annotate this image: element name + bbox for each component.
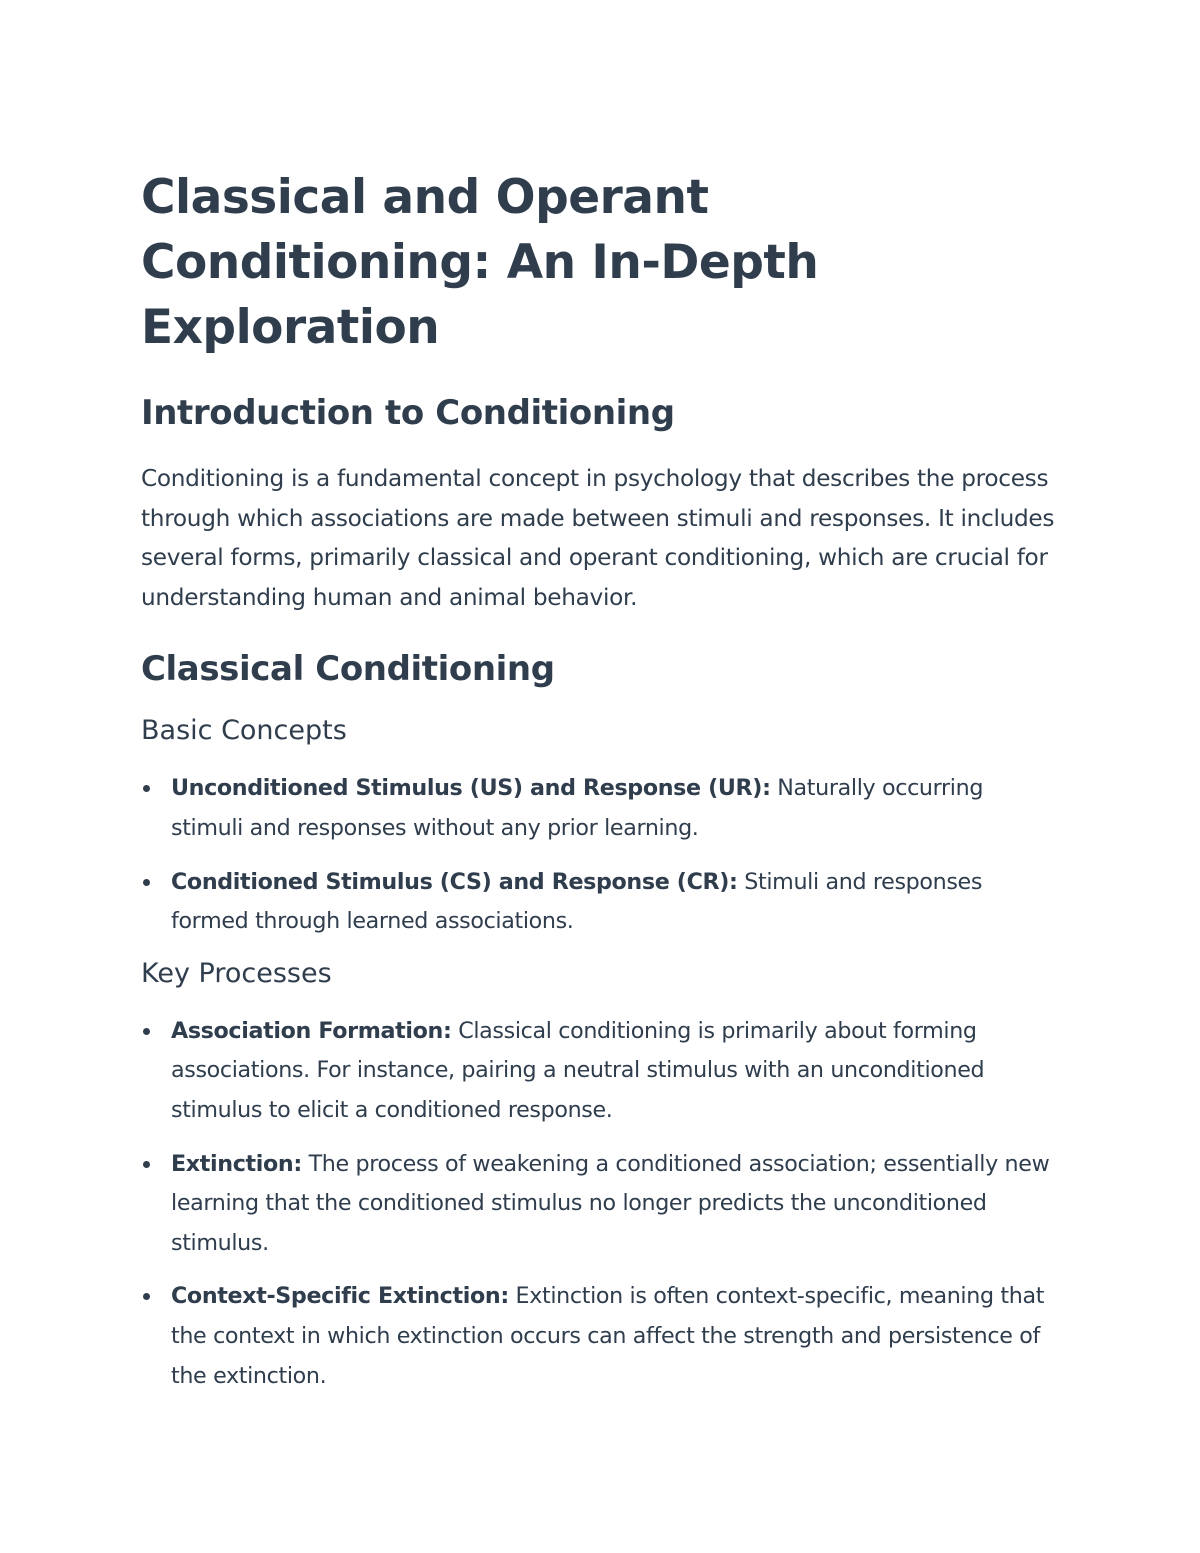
document-title: Classical and Operant Conditioning: An In-Depth Exploration bbox=[141, 170, 819, 355]
list-item bbox=[141, 1277, 1061, 1396]
list-item-text: Classical conditioning is primarily about forming associations. For instance, pairing a neutral stimulus with an unconditioned stimulus to elicit a conditioned response. bbox=[171, 1017, 985, 1123]
bullet-icon bbox=[143, 785, 150, 792]
bullet-icon bbox=[143, 879, 150, 886]
key-processes-list bbox=[141, 1012, 1061, 1396]
section-heading-classical-conditioning: Classical Conditioning bbox=[141, 649, 555, 690]
list-item bbox=[141, 863, 1061, 942]
bullet-icon bbox=[143, 1028, 150, 1035]
list-item-term: Unconditioned Stimulus (US) and Response (UR): bbox=[171, 775, 771, 802]
list-item bbox=[141, 769, 1061, 848]
basic-concepts-list bbox=[141, 769, 1061, 941]
list-item-text: Naturally occurring stimuli and responses without any prior learning. bbox=[171, 775, 984, 841]
bullet-icon bbox=[143, 1293, 150, 1300]
list-item-term: Extinction: bbox=[171, 1150, 302, 1177]
document-page bbox=[141, 165, 1061, 1396]
list-item-text: The process of weakening a conditioned association; essentially new learning that the conditioned stimulus no longer predicts the unconditioned stimulus. bbox=[171, 1150, 1050, 1256]
subheading-key-processes: Key Processes bbox=[141, 957, 332, 989]
section-heading-introduction: Introduction to Conditioning bbox=[141, 393, 675, 433]
introduction-paragraph: Conditioning is a fundamental concept in psychology that describes the process through which associations are made between stimuli and responses. It includes several forms, primarily classical and operant conditioning, which are crucial for understanding human and animal behavior. bbox=[141, 465, 1055, 611]
list-item-term: Conditioned Stimulus (CS) and Response (CR): bbox=[171, 868, 738, 895]
list-item-text: Stimuli and responses formed through learned associations. bbox=[171, 868, 983, 935]
list-item-term: Context-Specific Extinction: bbox=[171, 1283, 509, 1310]
bullet-icon bbox=[143, 1161, 150, 1168]
list-item-term: Association Formation: bbox=[171, 1017, 452, 1044]
list-item bbox=[141, 1012, 1061, 1131]
list-item bbox=[141, 1145, 1061, 1264]
list-item-text: Extinction is often context-specific, meaning that the context in which extinction occurs can affect the strength and persistence of the extinction. bbox=[171, 1283, 1045, 1389]
subheading-basic-concepts: Basic Concepts bbox=[141, 715, 347, 747]
